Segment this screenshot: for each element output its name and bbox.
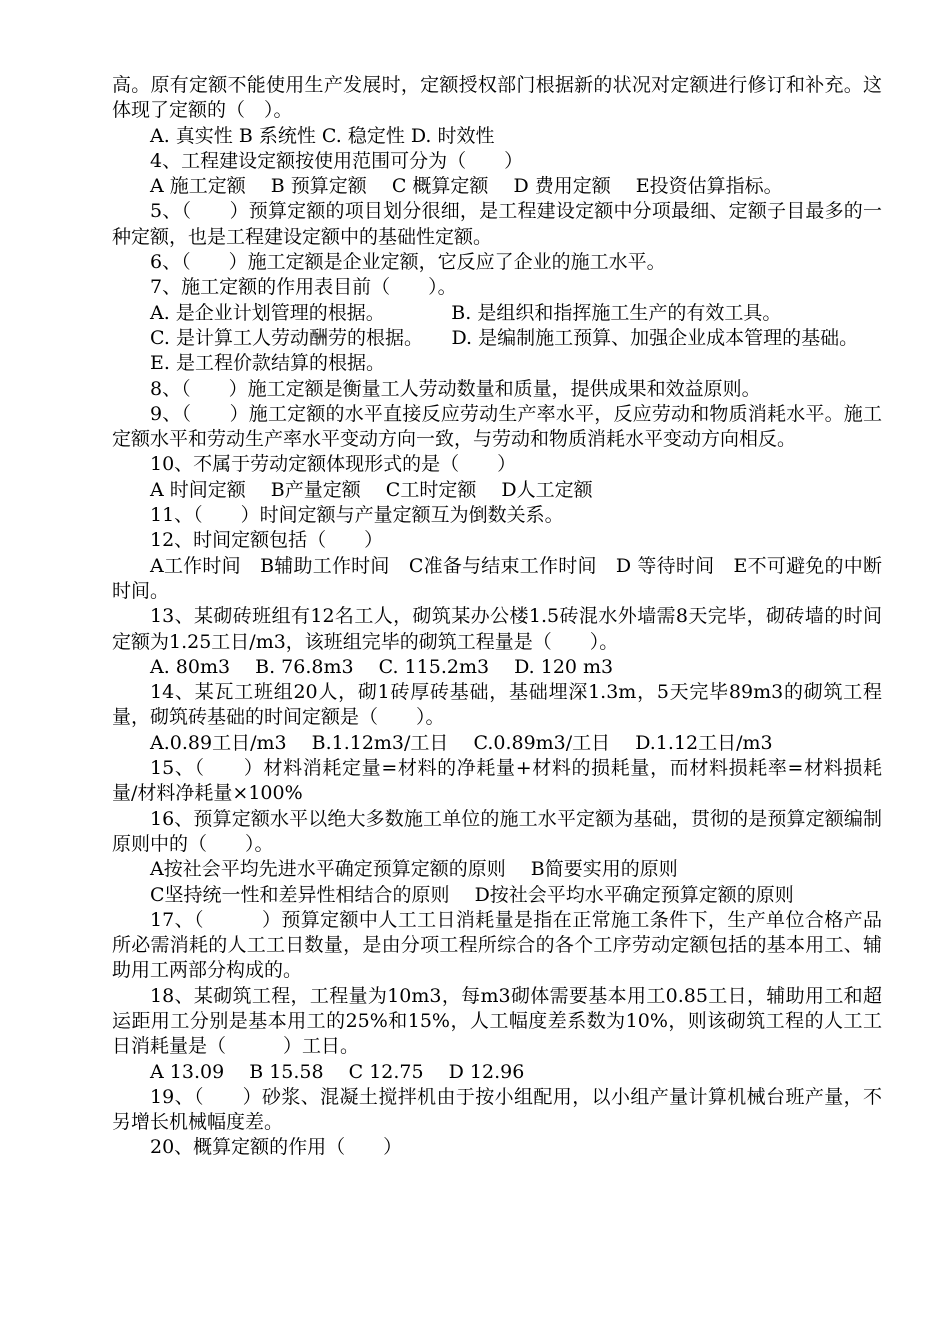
paragraph-9: E. 是工程价款结算的根据。 — [150, 352, 385, 375]
paragraph-24: C坚持统一性和差异性相结合的原则 D按社会平均水平确定预算定额的原则 — [150, 883, 794, 906]
paragraph-25: 17、（ ）预算定额中人工工日消耗量是指在正常施工条件下，生产单位合格产品所必需消耗的人工工日数量，是由分项工程所综合的各个工序劳动定额包括的基本用工、辅助用工两部分构成的。 — [112, 908, 882, 982]
paragraph-7: A. 是企业计划管理的根据。 B. 是组织和指挥施工生产的有效工具。 — [150, 301, 782, 324]
paragraph-28: 19、（ ）砂浆、混凝土搅拌机由于按小组配用，以小组产量计算机械台班产量，不另增长机械幅度差。 — [112, 1085, 882, 1134]
paragraph-3: A 施工定额 B 预算定额 C 概算定额 D 费用定额 E投资估算指标。 — [150, 175, 783, 198]
paragraph-8: C. 是计算工人劳动酬劳的根据。 D. 是编制施工预算、加强企业成本管理的基础。 — [150, 326, 859, 349]
paragraph-2: 4、工程建设定额按使用范围可分为（ ） — [150, 149, 524, 172]
paragraph-29: 20、概算定额的作用（ ） — [150, 1136, 403, 1159]
document-body — [112, 73, 882, 1161]
paragraph-19: 14、某瓦工班组20人，砌1砖厚砖基础，基础埋深1.3m，5天完毕89m3的砌筑工程量，砌筑砖基础的时间定额是（ ）。 — [112, 681, 882, 729]
paragraph-16: A工作时间 B辅助工作时间 C准备与结束工作时间 D 等待时间 E不可避免的中断时间。 — [112, 554, 882, 602]
paragraph-14: 11、（ ）时间定额与产量定额互为倒数关系。 — [150, 504, 564, 527]
paragraph-15: 12、时间定额包括（ ） — [150, 529, 384, 552]
paragraph-20: A.0.89工日/m3 B.1.12m3/工日 C.0.89m3/工日 D.1.12工日/m3 — [150, 731, 773, 754]
paragraph-27: A 13.09 B 15.58 C 12.75 D 12.96 — [150, 1060, 525, 1083]
paragraph-0: 高。原有定额不能使用生产发展时，定额授权部门根据新的状况对定额进行修订和补充。这体现了定额的（ ）。 — [112, 74, 882, 122]
paragraph-4: 5、（ ）预算定额的项目划分很细，是工程建设定额中分项最细、定额子目最多的一种定额，也是工程建设定额中的基础性定额。 — [112, 200, 882, 248]
paragraph-22: 16、预算定额水平以绝大多数施工单位的施工水平定额为基础，贯彻的是预算定额编制原则中的（ ）。 — [112, 807, 882, 855]
paragraph-6: 7、施工定额的作用表目前（ ）。 — [150, 276, 457, 299]
paragraph-13: A 时间定额 B产量定额 C工时定额 D人工定额 — [150, 478, 593, 501]
paragraph-17: 13、某砌砖班组有12名工人，砌筑某办公楼1.5砖混水外墙需8天完毕，砌砖墙的时间定额为1.25工日/m3，该班组完毕的砌筑工程量是（ ）。 — [112, 605, 882, 653]
paragraph-5: 6、（ ）施工定额是企业定额，它反应了企业的施工水平。 — [150, 251, 666, 274]
paragraph-12: 10、不属于劳动定额体现形式的是（ ） — [150, 453, 517, 476]
paragraph-10: 8、（ ）施工定额是衡量工人劳动数量和质量，提供成果和效益原则。 — [150, 377, 761, 400]
paragraph-11: 9、（ ）施工定额的水平直接反应劳动生产率水平，反应劳动和物质消耗水平。施工定额水平和劳动生产率水平变动方向一致，与劳动和物质消耗水平变动方向相反。 — [112, 402, 882, 451]
paragraph-26: 18、某砌筑工程，工程量为10m3，每m3砌体需要基本用工0.85工日，辅助用工和超运距用工分别是基本用工的25%和15%，人工幅度差系数为10%，则该砌筑工程的人工工日消耗量是（ ）工日。 — [112, 984, 882, 1058]
paragraph-23: A按社会平均先进水平确定预算定额的原则 B简要实用的原则 — [150, 858, 678, 881]
paragraph-21: 15、（ ）材料消耗定量=材料的净耗量+材料的损耗量，而材料损耗率=材料损耗量/材料净耗量×100% — [112, 757, 882, 805]
paragraph-18: A. 80m3 B. 76.8m3 C. 115.2m3 D. 120 m3 — [150, 655, 614, 678]
paragraph-1: A. 真实性 B 系统性 C. 稳定性 D. 时效性 — [150, 124, 495, 147]
